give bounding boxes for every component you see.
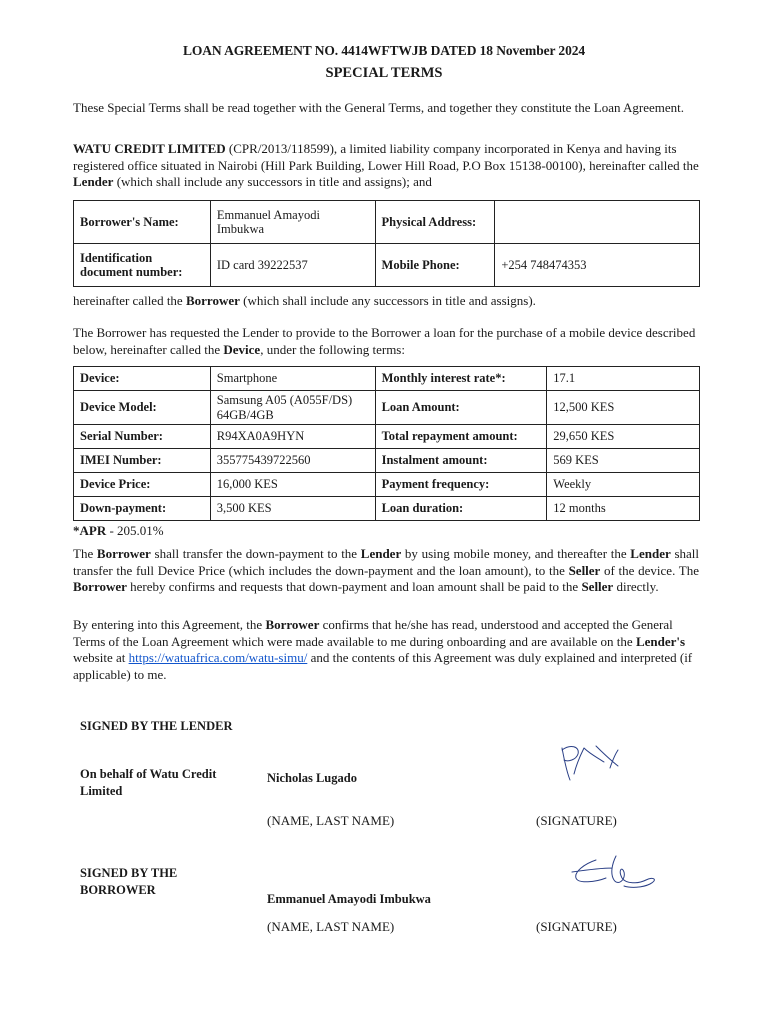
transfer-text: shall transfer the down-payment to the (150, 546, 361, 561)
apr-line (73, 523, 699, 540)
transfer-text: by using mobile money, and thereafter the (401, 546, 631, 561)
on-behalf-label: On behalf of Watu Credit Limited (80, 767, 217, 798)
loan-table-value: Weekly (547, 473, 700, 497)
transfer-text: shall transfer the full Device Price (which includes the down-payment and the loan amount), to the (73, 546, 699, 578)
borrower-table (73, 200, 700, 287)
device-loan-table (73, 366, 700, 521)
device-table-label: Device Price: (74, 473, 211, 497)
device-table-value: R94XA0A9HYN (210, 425, 375, 449)
lender-signature-heading: SIGNED BY THE LENDER (80, 719, 233, 733)
borrower-paragraph-text: hereinafter called the (73, 293, 186, 308)
lender-name-caption: (NAME, LAST NAME) (267, 813, 395, 828)
borrower-name-label: Borrower's Name: (74, 201, 211, 244)
device-table-label: Down-payment: (74, 497, 211, 521)
lender-signatory-name: Nicholas Lugado (267, 771, 357, 785)
agreement-text: confirms that he/she has read, understood and accepted the General Terms of the Loan Agreement which were made available to me during onboarding and are available on the (73, 617, 673, 649)
lender-term: Lender (630, 546, 671, 561)
agreement-text: website at (73, 650, 129, 665)
id-document-value: ID card 39222537 (210, 244, 375, 287)
request-paragraph (73, 325, 699, 358)
loan-table-value: 12 months (547, 497, 700, 521)
lender-paragraph-text-end: (which shall include any successors in title and assigns); and (113, 174, 432, 189)
device-table-value: 355775439722560 (210, 449, 375, 473)
apr-value: - 205.01% (106, 523, 164, 538)
intro-paragraph: These Special Terms shall be read together with the General Terms, and together they constitute the Loan Agreement. (73, 100, 685, 115)
device-table-label: Device Model: (74, 391, 211, 425)
device-table-value: Samsung A05 (A055F/DS) 64GB/4GB (210, 391, 375, 425)
borrower-term: Borrower (96, 546, 151, 561)
table-row (74, 425, 700, 449)
loan-table-value: 569 KES (547, 449, 700, 473)
mobile-phone-label: Mobile Phone: (375, 244, 495, 287)
device-table-value: Smartphone (210, 367, 375, 391)
mobile-phone-value: +254 748474353 (495, 244, 700, 287)
apr-label: *APR (73, 523, 107, 538)
physical-address-value (495, 201, 700, 244)
device-table-value: 16,000 KES (210, 473, 375, 497)
lender-signature-caption: (SIGNATURE) (536, 813, 617, 828)
loan-table-value: 12,500 KES (547, 391, 700, 425)
lender-term: Lender's (635, 633, 686, 649)
transfer-text: directly. (613, 579, 659, 594)
loan-table-label: Payment frequency: (375, 473, 547, 497)
device-table-label: Serial Number: (74, 425, 211, 449)
device-term: Device (223, 341, 261, 357)
table-row (74, 473, 700, 497)
physical-address-label: Physical Address: (375, 201, 495, 244)
table-row (74, 391, 700, 425)
lender-paragraph-text: (CPR/2013/118599), a limited liability company incorporated in Kenya and having its registered office situated in Nairobi (Hill Park Building, Lower Hill Road, P.O Box 15138-00100), hereinafter called the (73, 141, 699, 173)
lender-term: Lender (360, 546, 402, 561)
device-table-value: 3,500 KES (210, 497, 375, 521)
loan-table-value: 17.1 (547, 367, 700, 391)
lender-paragraph (73, 141, 699, 191)
id-document-label: Identification document number: (74, 244, 211, 287)
lender-term: Lender (73, 174, 114, 189)
loan-table-value: 29,650 KES (547, 425, 700, 449)
borrower-paragraph (73, 293, 699, 310)
borrower-name-value: Emmanuel Amayodi Imbukwa (210, 201, 375, 244)
borrower-signatory-name: Emmanuel Amayodi Imbukwa (267, 892, 431, 906)
borrower-term: Borrower (73, 579, 127, 594)
borrower-signature-image (566, 852, 664, 892)
table-row (74, 497, 700, 521)
seller-term: Seller (581, 579, 614, 594)
table-row (74, 201, 700, 244)
lender-signature-image (556, 740, 628, 786)
borrower-paragraph-text-end: (which shall include any successors in title and assigns). (239, 293, 536, 308)
request-paragraph-text: The Borrower has requested the Lender to provide to the Borrower a loan for the purchase of a mobile device described below, hereinafter called the (73, 325, 696, 357)
lender-company-name: WATU CREDIT LIMITED (73, 141, 226, 156)
table-row (74, 367, 700, 391)
loan-table-label: Monthly interest rate*: (375, 367, 547, 391)
borrower-signature-heading: SIGNED BY THE BORROWER (80, 866, 178, 897)
transfer-text: The (73, 546, 97, 561)
transfer-text: of the device. The (600, 562, 699, 578)
device-table-label: Device: (74, 367, 211, 391)
loan-table-label: Loan duration: (375, 497, 547, 521)
table-row (74, 449, 700, 473)
loan-table-label: Loan Amount: (375, 391, 547, 425)
request-paragraph-text-end: , under the following terms: (260, 341, 405, 357)
transfer-text: hereby confirms and requests that down-payment and loan amount shall be paid to the (126, 579, 582, 594)
borrower-term: Borrower (185, 293, 240, 308)
agreement-paragraph (73, 617, 699, 683)
borrower-name-caption: (NAME, LAST NAME) (267, 919, 395, 934)
agreement-title: LOAN AGREEMENT NO. 4414WFTWJB DATED 18 November 2024 (182, 43, 586, 58)
special-terms-heading: SPECIAL TERMS (325, 65, 443, 81)
borrower-term: Borrower (265, 617, 320, 632)
agreement-text: By entering into this Agreement, the (73, 617, 266, 632)
loan-table-label: Total repayment amount: (375, 425, 547, 449)
general-terms-link[interactable]: https://watuafrica.com/watu-simu/ (128, 650, 308, 665)
transfer-paragraph (73, 546, 699, 596)
seller-term: Seller (568, 562, 601, 578)
device-table-label: IMEI Number: (74, 449, 211, 473)
loan-table-label: Instalment amount: (375, 449, 547, 473)
table-row (74, 244, 700, 287)
agreement-text: and the contents of this Agreement was duly explained and interpreted (if applicable) to me. (73, 650, 693, 682)
borrower-signature-caption: (SIGNATURE) (536, 919, 617, 934)
